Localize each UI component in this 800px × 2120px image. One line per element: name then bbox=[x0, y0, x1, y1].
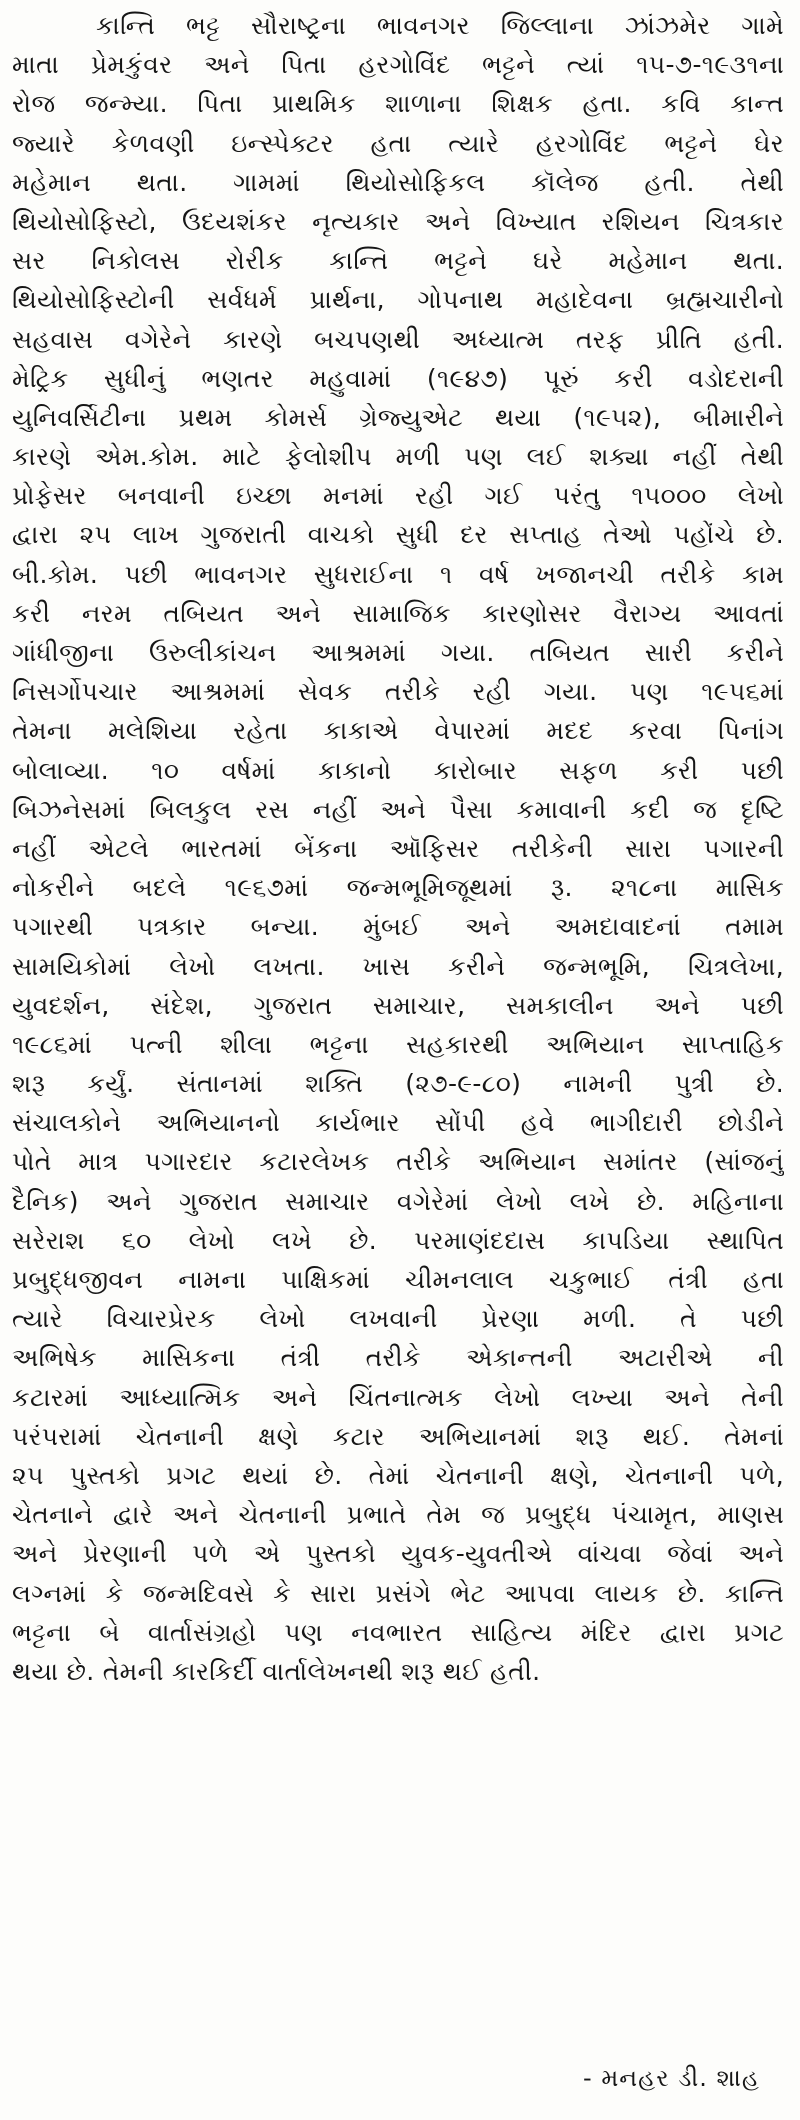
text-line: કાન્તિ ભટ્ટ સૌરાષ્ટ્રના ભાવનગર જિલ્લાના ઝાંઝમેર ગામે bbox=[96, 11, 784, 40]
text-line: સરેરાશ ૬૦ લેખો લખે છે. પરમાણંદદાસ કાપડિયા સ્થાપિત bbox=[12, 1225, 784, 1255]
text-line: થિયોસોફિસ્ટો, ઉદયશંકર નૃત્યકાર અને વિખ્યાત રશિયન ચિત્રકાર bbox=[12, 206, 784, 236]
text-line: કટારમાં આધ્યાત્મિક અને ચિંતનાત્મક લેખો લખ્યા અને તેની bbox=[12, 1382, 784, 1412]
text-line: પ્રોફેસર બનવાની ઇચ્છા મનમાં રહી ગઈ પરંતુ ૧૫૦૦૦ લેખો bbox=[12, 481, 784, 511]
text-line: કારણે એમ.કોમ. માટે ફેલોશીપ મળી પણ લઈ શક્યા નહીં તેથી bbox=[12, 442, 784, 472]
text-line: જ્યારે કેળવણી ઇન્સ્પેક્ટર હતા ત્યારે હરગોવિંદ ભટ્ટને ઘેર bbox=[12, 128, 784, 158]
text-line: સર નિકોલસ રોરીક કાન્તિ ભટ્ટને ઘરે મહેમાન થતા. bbox=[12, 246, 784, 276]
text-line: નિસર્ગોપચાર આશ્રમમાં સેવક તરીકે રહી ગયા. પણ ૧૯૫૬માં bbox=[12, 677, 784, 707]
text-line: યુવદર્શન, સંદેશ, ગુજરાત સમાચાર, સમકાલીન અને પછી bbox=[12, 990, 784, 1020]
text-line: ભટ્ટના બે વાર્તાસંગ્રહો પણ નવભારત સાહિત્ય મંદિર દ્વારા પ્રગટ bbox=[12, 1617, 784, 1647]
text-line: ગાંધીજીના ઉરુલીકાંચન આશ્રમમાં ગયા. તબિયત સારી કરીને bbox=[12, 638, 784, 667]
text-line: થયા છે. તેમની કારકિર્દી વાર્તાલેખનથી શરૂ થઈ હતી. bbox=[12, 1656, 541, 1686]
text-line: પગારથી પત્રકાર બન્યા. મુંબઈ અને અમદાવાદનાં તમામ bbox=[12, 912, 784, 942]
text-line: બોલાવ્યા. ૧૦ વર્ષમાં કાકાનો કારોબાર સફળ કરી પછી bbox=[12, 755, 784, 785]
text-line: યુનિવર્સિટીના પ્રથમ કોમર્સ ગ્રેજ્યુએટ થયા (૧૯૫૨), બીમારીને bbox=[12, 402, 784, 432]
text-line: પ્રબુદ્ધજીવન નામના પાક્ષિકમાં ચીમનલાલ ચકુભાઈ તંત્રી હતા bbox=[12, 1265, 784, 1294]
text-line: રોજ જન્મ્યા. પિતા પ્રાથમિક શાળાના શિક્ષક હતા. કવિ કાન્ત bbox=[12, 89, 784, 119]
text-line: થિયોસોફિસ્ટોની સર્વધર્મ પ્રાર્થના, ગોપનાથ મહાદેવના બ્રહ્મચારીનો bbox=[12, 285, 784, 315]
text-line: ત્યારે વિચારપ્રેરક લેખો લખવાની પ્રેરણા મળી. તે પછી bbox=[12, 1304, 784, 1334]
text-line: મેટ્રિક સુધીનું ભણતર મહુવામાં (૧૯૪૭) પૂરું કરી વડોદરાની bbox=[12, 363, 784, 393]
biography-paragraph bbox=[12, 6, 784, 1691]
text-line: સામયિકોમાં લેખો લખતા. ખાસ કરીને જન્મભૂમિ, ચિત્રલેખા, bbox=[12, 951, 784, 981]
text-line: અભિષેક માસિકના તંત્રી તરીકે એકાન્તની અટારીએ ની bbox=[12, 1343, 784, 1373]
text-line: બિઝનેસમાં બિલકુલ રસ નહીં અને પૈસા કમાવાની કદી જ દૃષ્ટિ bbox=[12, 794, 784, 824]
text-line: ચેતનાને દ્વારે અને ચેતનાની પ્રભાતે તેમ જ પ્રબુદ્ધ પંચામૃત, માણસ bbox=[12, 1500, 784, 1530]
author-signature: - મનહર ડી. શાહ bbox=[583, 2064, 760, 2092]
text-line: દ્વારા ૨૫ લાખ ગુજરાતી વાચકો સુધી દર સપ્તાહ તેઓ પહોંચે છે. bbox=[12, 520, 784, 550]
text-line: સંચાલકોને અભિયાનનો કાર્યભાર સોંપી હવે ભાગીદારી છોડીને bbox=[12, 1108, 784, 1138]
text-line: ૧૯૮૬માં પત્ની શીલા ભટ્ટના સહકારથી અભિયાન સાપ્તાહિક bbox=[12, 1029, 784, 1059]
text-line: નોકરીને બદલે ૧૯૬૭માં જન્મભૂમિજૂથમાં રૂ. ૨૧૮ના માસિક bbox=[12, 873, 784, 903]
text-line: મહેમાન થતા. ગામમાં થિયોસોફિકલ કૉલેજ હતી. તેથી bbox=[12, 167, 784, 197]
text-line: બી.કોમ. પછી ભાવનગર સુધરાઈના ૧ વર્ષ ખજાનચી તરીકે કામ bbox=[12, 559, 784, 589]
text-line: પોતે માત્ર પગારદાર કટારલેખક તરીકે અભિયાન સમાંતર (સાંજનું bbox=[12, 1147, 784, 1177]
text-line: દૈનિક) અને ગુજરાત સમાચાર વગેરેમાં લેખો લખે છે. મહિનાના bbox=[12, 1186, 784, 1216]
text-line: માતા પ્રેમકુંવર અને પિતા હરગોવિંદ ભટ્ટને ત્યાં ૧૫-૭-૧૯૩૧ના bbox=[12, 50, 784, 80]
text-line: સહવાસ વગેરેને કારણે બચપણથી અધ્યાત્મ તરફ પ્રીતિ હતી. bbox=[12, 324, 784, 354]
text-line: નહીં એટલે ભારતમાં બેંકના ઑફિસર તરીકેની સારા પગારની bbox=[12, 833, 784, 863]
text-line: અને પ્રેરણાની પળે એ પુસ્તકો યુવક-યુવતીએ વાંચવા જેવાં અને bbox=[12, 1539, 784, 1569]
text-line: તેમના મલેશિયા રહેતા કાકાએ વેપારમાં મદદ કરવા પિનાંગ bbox=[12, 716, 784, 746]
text-line: કરી નરમ તબિયત અને સામાજિક કારણોસર વૈરાગ્ય આવતાં bbox=[12, 598, 784, 628]
text-line: લગ્નમાં કે જન્મદિવસે કે સારા પ્રસંગે ભેટ આપવા લાયક છે. કાન્તિ bbox=[12, 1578, 784, 1608]
text-line: ૨૫ પુસ્તકો પ્રગટ થયાં છે. તેમાં ચેતનાની ક્ષણે, ચેતનાની પળે, bbox=[12, 1460, 784, 1490]
text-line: શરૂ કર્યું. સંતાનમાં શક્તિ (૨૭-૯-૮૦) નામની પુત્રી છે. bbox=[12, 1069, 784, 1099]
text-line: પરંપરામાં ચેતનાની ક્ષણે કટાર અભિયાનમાં શરૂ થઈ. તેમનાં bbox=[12, 1421, 784, 1451]
